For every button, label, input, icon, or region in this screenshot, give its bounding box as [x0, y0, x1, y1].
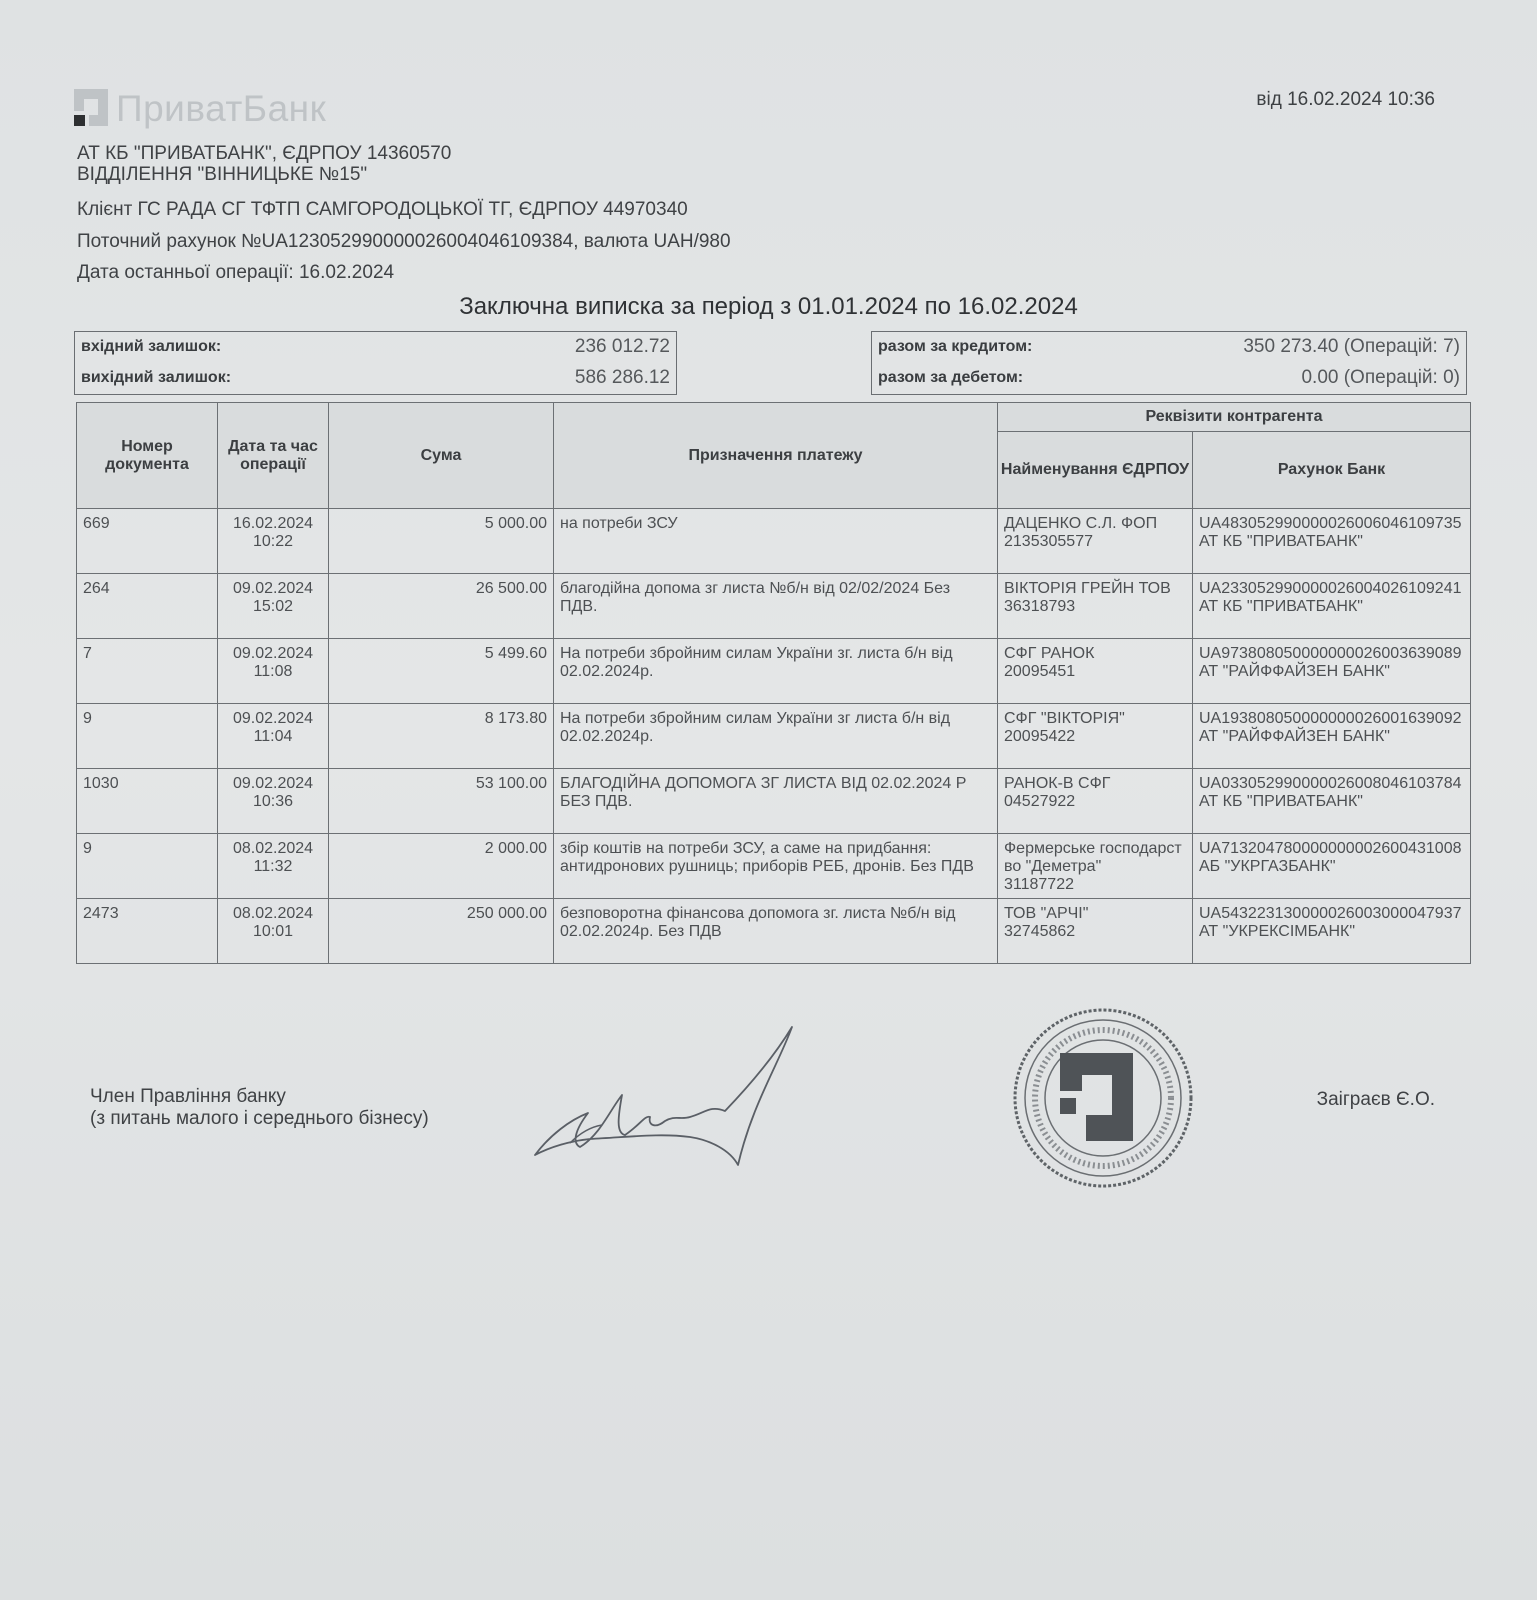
counterparty-account: UA543223130000026003000047937 [1199, 905, 1462, 922]
counterparty-edrpou: 20095451 [1004, 663, 1076, 680]
operations-table [76, 402, 1471, 964]
signer-position-line1: Член Правління банку [90, 1086, 286, 1107]
statement-datetime: від 16.02.2024 10:36 [1256, 89, 1435, 110]
privatbank-logo-icon [72, 85, 112, 127]
doc-number: 1030 [77, 769, 218, 834]
counterparty-name: ТОВ "АРЧІ" [1004, 905, 1089, 922]
branch-line: ВІДДІЛЕННЯ "ВІННИЦЬКЕ №15" [77, 164, 368, 185]
operation-time: 11:04 [253, 728, 293, 745]
counterparty-name: ДАЦЕНКО С.Л. ФОП [1004, 515, 1158, 532]
totals-box [871, 331, 1467, 395]
doc-number: 9 [77, 834, 218, 899]
counterparty-name-cell [998, 769, 1193, 834]
counterparty-edrpou: 04527922 [1004, 793, 1076, 810]
payment-purpose: На потреби збройним силам України зг. листа б/н від 02.02.2024р. [554, 639, 998, 704]
counterparty-edrpou: 31187722 [1004, 876, 1074, 893]
counterparty-bank: АТ "РАЙФФАЙЗЕН БАНК" [1199, 728, 1390, 745]
table-row [77, 899, 1471, 964]
counterparty-edrpou: 2135305577 [1004, 533, 1093, 550]
counterparty-name: Фермерське господарство "Деметра" [1004, 840, 1182, 875]
header-name: Найменування ЄДРПОУ [998, 432, 1193, 509]
counterparty-name-cell [998, 704, 1193, 769]
counterparty-edrpou: 36318793 [1004, 598, 1076, 615]
table-row [77, 834, 1471, 899]
header-sum: Сума [329, 403, 554, 509]
opening-balance-label: вхідний залишок: [81, 338, 222, 355]
counterparty-bank: АТ "РАЙФФАЙЗЕН БАНК" [1199, 663, 1390, 680]
counterparty-account: UA973808050000000026003639089 [1199, 645, 1462, 662]
counterparty-account: UA713204780000000002600431008 [1199, 840, 1462, 857]
operation-date: 09.02.2024 [232, 580, 314, 597]
closing-balance-label: вихідний залишок: [81, 369, 232, 386]
header-datetime: Дата та час операції [218, 403, 329, 509]
counterparty-account: UA233052990000026004026109241 [1199, 580, 1462, 597]
doc-number: 9 [77, 704, 218, 769]
operation-time: 11:32 [253, 858, 293, 875]
counterparty-name: СФГ РАНОК [1004, 645, 1095, 662]
payment-purpose: збір коштів на потреби ЗСУ, а саме на придбання: антидронових рушниць; приборів РЕБ, дронів. Без ПДВ [554, 834, 998, 899]
counterparty-name-cell [998, 509, 1193, 574]
counterparty-name-cell [998, 899, 1193, 964]
closing-balance-value: 586 286.12 [574, 367, 670, 388]
table-row [77, 509, 1471, 574]
payment-purpose: благодійна допома зг листа №б/н від 02/02/2024 Без ПДВ. [554, 574, 998, 639]
counterparty-bank: АТ КБ "ПРИВАТБАНК" [1199, 598, 1363, 615]
counterparty-bank: АБ "УКРГАЗБАНК" [1199, 858, 1336, 875]
operation-sum: 5 499.60 [329, 639, 554, 704]
counterparty-bank: АТ "УКРЕКСІМБАНК" [1199, 923, 1355, 940]
counterparty-account-cell [1193, 769, 1471, 834]
debit-total-row [872, 363, 1466, 394]
payment-purpose: На потреби збройним силам України зг листа б/н від 02.02.2024р. [554, 704, 998, 769]
operation-time: 10:36 [252, 793, 294, 810]
header-counterparty: Реквізити контрагента [998, 403, 1471, 432]
table-row [77, 704, 1471, 769]
counterparty-account-cell [1193, 834, 1471, 899]
operation-date: 09.02.2024 [232, 710, 314, 727]
operation-datetime [218, 769, 329, 834]
counterparty-name-cell [998, 834, 1193, 899]
operation-time: 15:02 [252, 598, 294, 615]
handwritten-signature [530, 1025, 810, 1175]
credit-total-label: разом за кредитом: [878, 338, 1033, 355]
operation-datetime [218, 704, 329, 769]
counterparty-account: UA483052990000026006046109735 [1199, 515, 1462, 532]
balances-box [74, 331, 677, 395]
counterparty-name: РАНОК-В СФГ [1004, 775, 1111, 792]
operation-sum: 5 000.00 [329, 509, 554, 574]
counterparty-account: UA033052990000026008046103784 [1199, 775, 1462, 792]
debit-total-value: 0.00 (Операцій: 0) [1301, 367, 1460, 388]
operation-time: 10:01 [252, 923, 294, 940]
last-operation-line: Дата останньої операції: 16.02.2024 [77, 262, 395, 283]
counterparty-bank: АТ КБ "ПРИВАТБАНК" [1199, 793, 1363, 810]
signer-name: Заіграєв Є.О. [1316, 1089, 1435, 1110]
closing-balance-row [75, 363, 676, 394]
operation-date: 09.02.2024 [232, 775, 314, 792]
debit-total-label: разом за дебетом: [878, 369, 1024, 386]
table-row [77, 769, 1471, 834]
counterparty-name: ВІКТОРІЯ ГРЕЙН ТОВ [1004, 580, 1171, 597]
bank-name: ПриватБанк [116, 88, 327, 129]
operation-date: 16.02.2024 [232, 515, 314, 532]
operation-date: 08.02.2024 [232, 840, 314, 857]
counterparty-account-cell [1193, 509, 1471, 574]
counterparty-name: СФГ "ВІКТОРІЯ" [1004, 710, 1125, 727]
counterparty-bank: АТ КБ "ПРИВАТБАНК" [1199, 533, 1363, 550]
opening-balance-row [75, 332, 676, 363]
bank-line: АТ КБ "ПРИВАТБАНК", ЄДРПОУ 14360570 [77, 143, 452, 164]
counterparty-name-cell [998, 574, 1193, 639]
payment-purpose: на потреби ЗСУ [554, 509, 998, 574]
doc-number: 264 [77, 574, 218, 639]
bank-seal-icon [1008, 1003, 1198, 1193]
operation-sum: 53 100.00 [329, 769, 554, 834]
operation-date: 08.02.2024 [232, 905, 314, 922]
operation-datetime [218, 834, 329, 899]
counterparty-name-cell [998, 639, 1193, 704]
operation-date: 09.02.2024 [232, 645, 314, 662]
operation-datetime [218, 574, 329, 639]
doc-number: 669 [77, 509, 218, 574]
counterparty-edrpou: 32745862 [1004, 923, 1076, 940]
doc-number: 7 [77, 639, 218, 704]
table-row [77, 574, 1471, 639]
counterparty-edrpou: 20095422 [1004, 728, 1076, 745]
statement-title: Заключна виписка за період з 01.01.2024 по 16.02.2024 [459, 293, 1078, 320]
operation-datetime [218, 639, 329, 704]
operation-sum: 8 173.80 [329, 704, 554, 769]
counterparty-account-cell [1193, 639, 1471, 704]
operation-sum: 2 000.00 [329, 834, 554, 899]
counterparty-account-cell [1193, 574, 1471, 639]
operation-datetime [218, 509, 329, 574]
account-line: Поточний рахунок №UA123052990000026004046109384, валюта UAH/980 [77, 231, 731, 252]
counterparty-account-cell [1193, 899, 1471, 964]
operation-sum: 250 000.00 [329, 899, 554, 964]
table-row [77, 639, 1471, 704]
header-account: Рахунок Банк [1193, 432, 1471, 509]
operation-time: 10:22 [252, 533, 294, 550]
counterparty-account: UA193808050000000026001639092 [1199, 710, 1462, 727]
operation-time: 11:08 [253, 663, 293, 680]
opening-balance-value: 236 012.72 [574, 336, 670, 357]
operation-datetime [218, 899, 329, 964]
payment-purpose: БЛАГОДІЙНА ДОПОМОГА ЗГ ЛИСТА ВІД 02.02.2024 Р БЕЗ ПДВ. [554, 769, 998, 834]
operation-sum: 26 500.00 [329, 574, 554, 639]
client-line: Клієнт ГС РАДА СГ ТФТП САМГОРОДОЦЬКОЇ ТГ, ЄДРПОУ 44970340 [77, 199, 688, 220]
payment-purpose: безповоротна фінансова допомога зг. листа №б/н від 02.02.2024р. Без ПДВ [554, 899, 998, 964]
header-purpose: Призначення платежу [554, 403, 998, 509]
doc-number: 2473 [77, 899, 218, 964]
credit-total-value: 350 273.40 (Операцій: 7) [1243, 336, 1460, 357]
header-doc-number: Номер документа [77, 403, 218, 509]
counterparty-account-cell [1193, 704, 1471, 769]
credit-total-row [872, 332, 1466, 363]
bank-logo [72, 82, 326, 130]
signer-position [90, 1086, 429, 1130]
signer-position-line2: (з питань малого і середнього бізнесу) [90, 1108, 429, 1129]
